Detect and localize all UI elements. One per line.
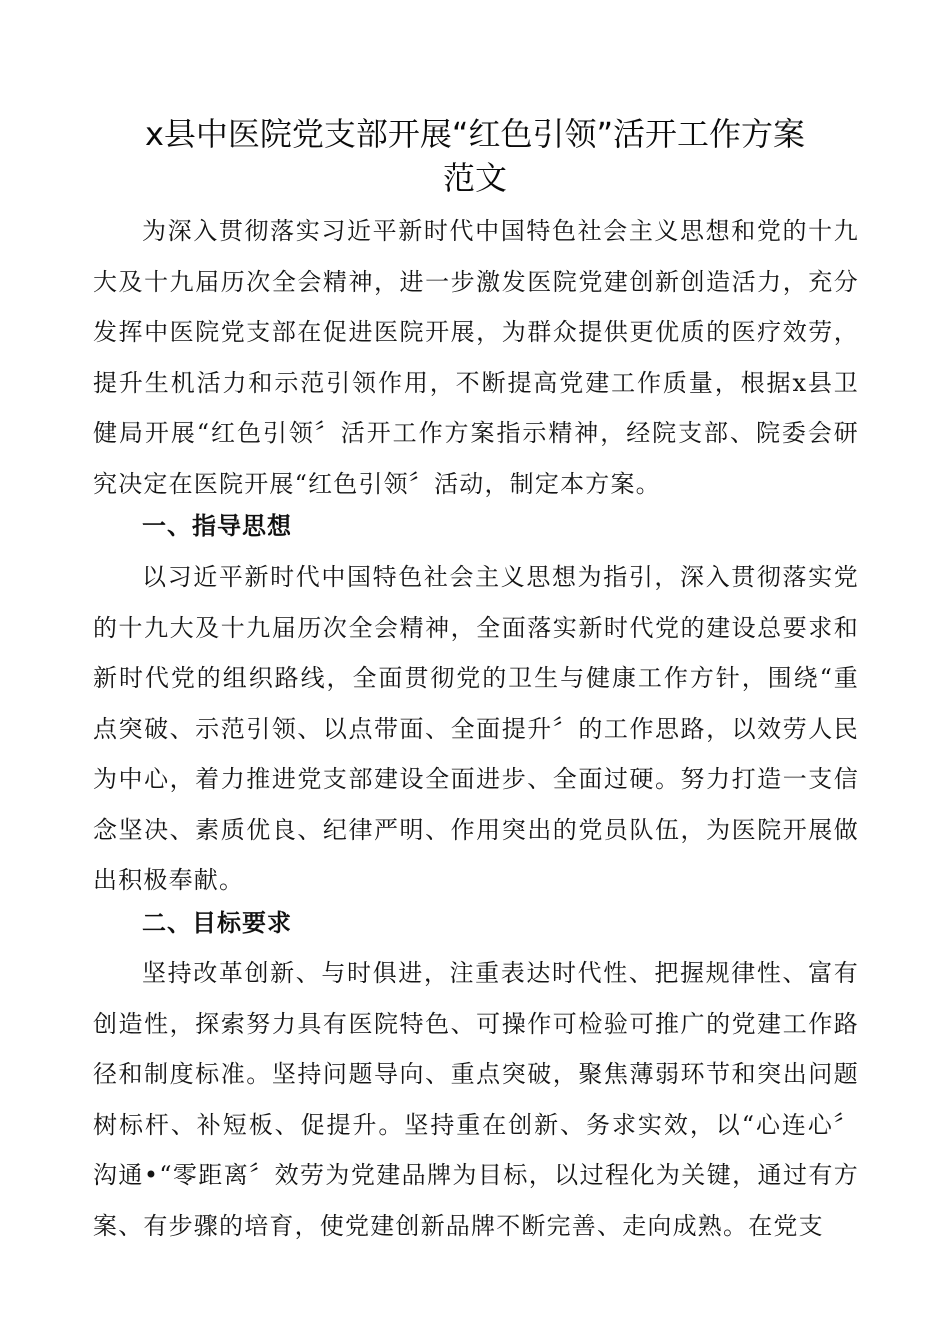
document-title-line-1: x县中医院党支部开展“红色引领”活开工作方案 [144,115,806,153]
section-heading-goals: 二、目标要求 [142,909,292,937]
section-heading-guiding-ideology: 一、指导思想 [142,512,292,540]
document-title-line-2: 范文 [442,159,507,197]
document-title [60,112,890,200]
goals-paragraph: 坚持改革创新、与时俱进，注重表达时代性、把握规律性、富有创造性，探索努力具有医院特色、可操作可检验可推广的党建工作路径和制度标准。坚持问题导向、重点突破，聚焦薄弱环节和突出问题树标杆、补短板、促提升。坚持重在创新、务求实效，以“心连心〞沟通•“零距离〞效劳为党建品牌为目标，以过程化为关键，通过有方案、有步骤的培育，使党建创新品牌不断完善、走向成熟。在党支 [93,959,859,1240]
intro-paragraph: 为深入贯彻落实习近平新时代中国特色社会主义思想和党的十九大及十九届历次全会精神，进一步激发医院党建创新创造活力，充分发挥中医院党支部在促进医院开展，为群众提供更优质的医疗效劳，提升生机活力和示范引领作用，不断提高党建工作质量，根据x县卫健局开展“红色引领〞活开工作方案指示精神，经院支部、院委会研究决定在医院开展“红色引领〞活动，制定本方案。 [93,217,859,498]
guiding-ideology-paragraph: 以习近平新时代中国特色社会主义思想为指引，深入贯彻落实党的十九大及十九届历次全会精神，全面落实新时代党的建设总要求和新时代党的组织路线，全面贯彻党的卫生与健康工作方针，围绕“重点突破、示范引领、以点带面、全面提升〞的工作思路，以效劳人民为中心，着力推进党支部建设全面进步、全面过硬。努力打造一支信念坚决、素质优良、纪律严明、作用突出的党员队伍，为医院开展做出积极奉献。 [93,563,859,894]
